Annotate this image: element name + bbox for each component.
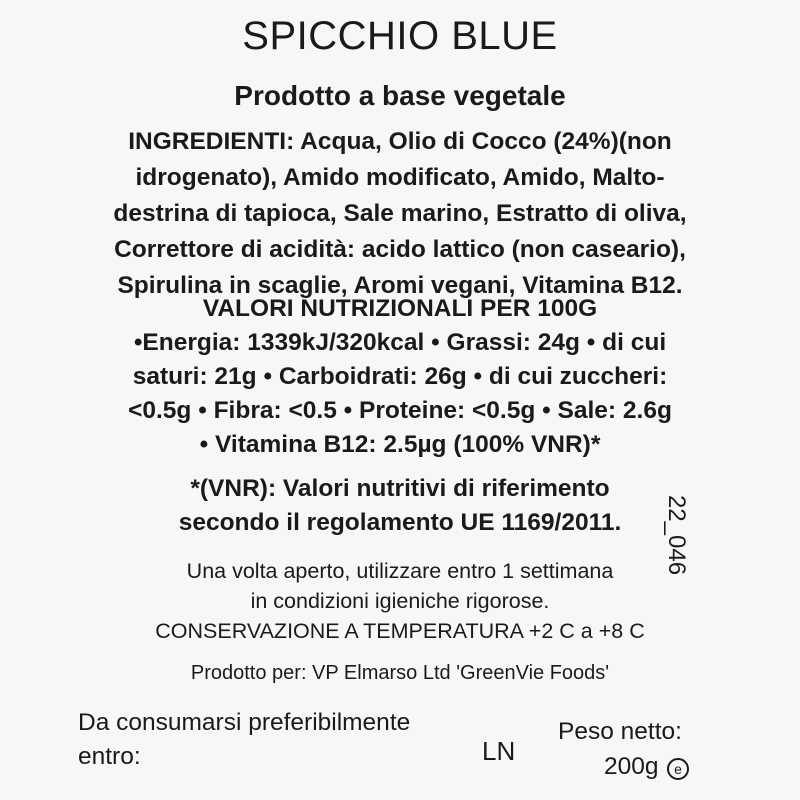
vnr-line: secondo il regolamento UE 1169/2011. <box>178 509 622 536</box>
nutrition-line: •Energia: 1339kJ/320kcal • Grassi: 24g • di cui <box>133 329 667 356</box>
ingredients-block <box>0 124 800 304</box>
nutrition-line: saturi: 21g • Carboidrati: 26g • di cui zuccheri: <box>132 363 668 390</box>
producer-info: Prodotto per: VP Elmarso Ltd 'GreenVie Foods' <box>190 662 610 684</box>
storage-instructions <box>0 556 800 646</box>
nutrition-line: • Vitamina B12: 2.5µg (100% VNR)* <box>199 431 601 458</box>
ingredients-line: Spirulina in scaglie, Aromi vegani, Vitamina B12. <box>117 272 683 299</box>
net-weight-label: Peso netto: <box>558 718 682 745</box>
best-before <box>78 706 410 774</box>
product-name: SPICCHIO BLUE <box>242 14 558 58</box>
estimated-sign-icon: e <box>667 758 689 780</box>
ingredients-line: INGREDIENTI: Acqua, Olio di Cocco (24%)(non <box>128 128 672 155</box>
ingredients-line: Correttore di acidità: acido lattico (non caseario), <box>114 236 686 263</box>
vnr-line: *(VNR): Valori nutritivi di riferimento <box>190 475 610 502</box>
best-before-line: entro: <box>78 743 141 770</box>
ingredients-line: idrogenato), Amido modificato, Amido, Malto- <box>135 164 665 191</box>
lot-number: LN <box>482 736 516 766</box>
batch-code: 22_046 <box>663 494 690 576</box>
best-before-line: Da consumarsi preferibilmente <box>78 709 411 736</box>
storage-conditions: CONSERVAZIONE A TEMPERATURA +2 C a +8 C <box>155 619 645 643</box>
net-weight-value: 200g <box>604 753 659 780</box>
nutrition-line: <0.5g • Fibra: <0.5 • Proteine: <0.5g • Sale: 2.6g <box>128 397 672 424</box>
product-description: Prodotto a base vegetale <box>234 80 566 111</box>
ingredients-line: destrina di tapioca, Sale marino, Estratto di oliva, <box>113 200 687 227</box>
nutrition-block <box>0 292 800 462</box>
storage-line: in condizioni igieniche rigorose. <box>250 589 550 613</box>
storage-line: Una volta aperto, utilizzare entro 1 settimana <box>186 559 614 583</box>
nutrition-heading: VALORI NUTRIZIONALI PER 100G <box>202 295 598 322</box>
